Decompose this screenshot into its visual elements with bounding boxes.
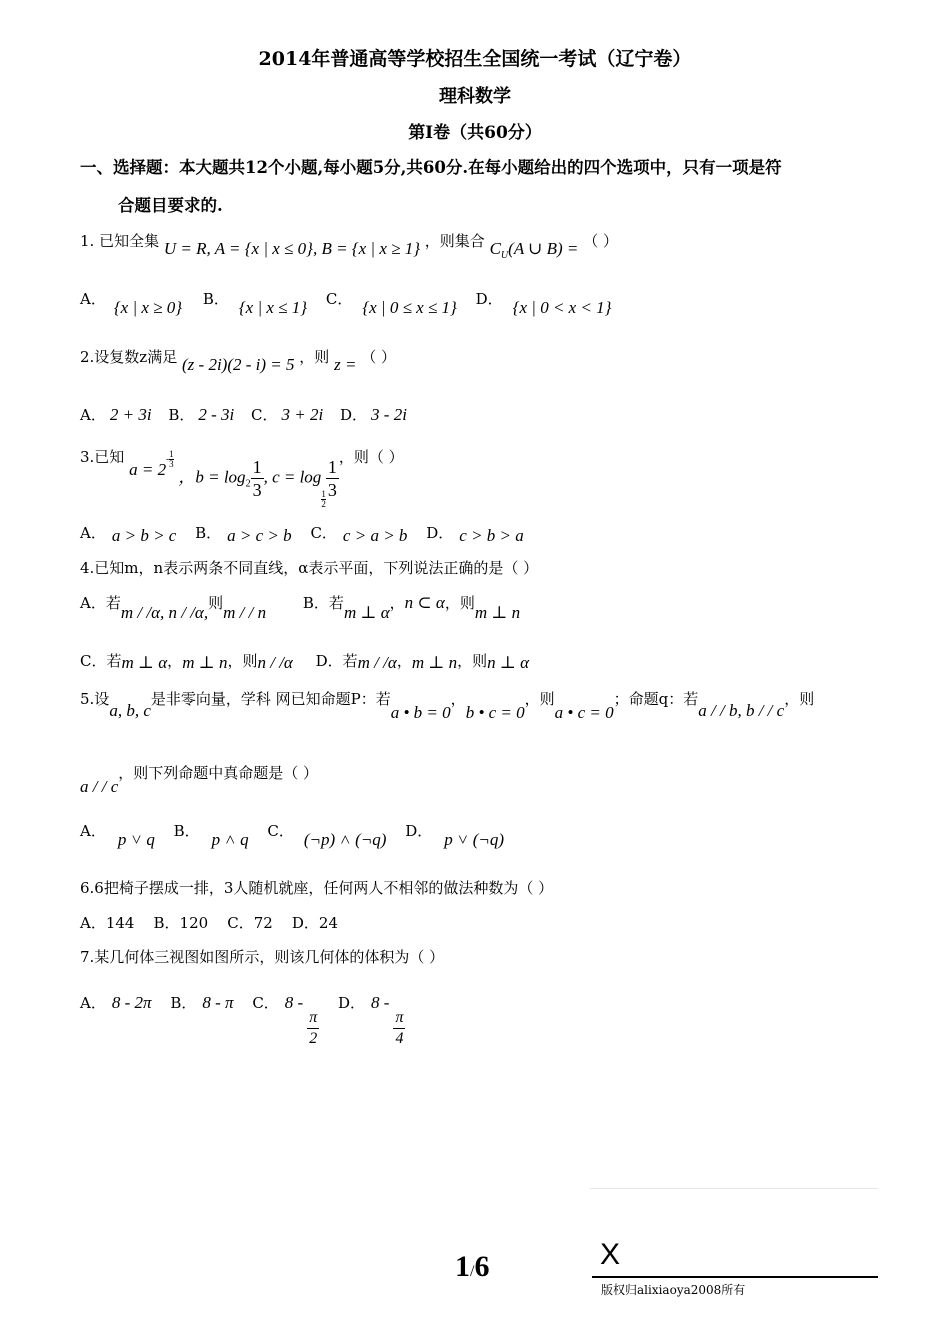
q2-option-d[interactable]: D． 3 - 2i	[340, 405, 407, 424]
q7-option-b[interactable]: B． 8 - π	[170, 993, 234, 1012]
q3-option-a[interactable]: A． a > b > c	[80, 524, 177, 545]
q4-option-b[interactable]: B．若m ⊥ α，n ⊂ α，则m ⊥ n	[302, 593, 521, 622]
question-4-options-cd	[80, 650, 529, 671]
q1-option-a[interactable]: A． {x | x ≥ 0}	[80, 290, 183, 317]
question-4-stem: 4.已知m，n表示两条不同直线，α表示平面，下列说法正确的是（ ）	[80, 559, 539, 577]
q2-option-a[interactable]: A． 2 + 3i	[80, 405, 152, 424]
footer-divider-light	[590, 1188, 878, 1189]
q1-option-c[interactable]: C． {x | 0 ≤ x ≤ 1}	[325, 290, 457, 317]
question-5-stem-cont: a / / c，则下列命题中真命题是（ ）	[80, 764, 319, 796]
question-4-options-ab	[80, 592, 521, 622]
q7-option-d[interactable]: D． 8 - $\frac{\pi}{4}$	[338, 993, 404, 1047]
question-1-stem: 1. 已知全集 U = R, A = {x | x ≤ 0}, B = {x | x ≥ 1} ，则集合 $C_U(A$ ∪ B) = （ ）	[80, 232, 618, 261]
page-number: 1/6	[455, 1250, 490, 1283]
q7-option-a[interactable]: A． 8 - 2π	[80, 993, 152, 1012]
q1-option-d[interactable]: D． {x | 0 < x < 1}	[475, 290, 612, 317]
question-6-options[interactable]: A．144 B．120 C．72 D．24	[80, 914, 339, 932]
question-2-options	[80, 404, 407, 425]
q2-equation: (z - 2i)(2 - i) = 5	[182, 355, 295, 374]
question-7-options	[80, 980, 405, 1047]
q1-set-definition: U = R, A = {x | x ≤ 0}, B = {x | x ≥ 1}	[163, 239, 420, 258]
q3-a-definition: a = 2- $\frac{1}{3}$	[129, 449, 174, 479]
question-3-options	[80, 522, 524, 543]
question-6-stem: 6.6把椅子摆成一排，3人随机就座，任何两人不相邻的做法种数为（ ）	[80, 879, 554, 897]
q2-option-c[interactable]: C． 3 + 2i	[251, 405, 324, 424]
q4-option-d[interactable]: D．若m / /α，m ⊥ n，则n ⊥ α	[315, 652, 530, 672]
question-1-options	[80, 288, 612, 317]
q5-option-b[interactable]: B． p ˄ q	[173, 822, 249, 849]
q5-option-d[interactable]: D． p ˅ (¬q)	[405, 822, 505, 849]
exam-part: 第Ⅰ卷（共60分）	[408, 123, 542, 143]
q1-option-b[interactable]: B． {x | x ≤ 1}	[202, 290, 308, 317]
question-2-stem: 2.设复数z满足 (z - 2i)(2 - i) = 5 ，则 z = （ ）	[80, 348, 396, 374]
q3-option-b[interactable]: B． a > c > b	[195, 524, 292, 545]
q3-b-definition: ，$b = \log_2$ $\frac{1}{3}$	[178, 457, 262, 500]
question-3-stem: 3.已知 a = 2- $\frac{1}{3}$ ，$b = \log_2$ $\frac{1}{3}$ , c = log $\frac{1}{2}$ $\frac{1}{3}$ ，则（ ）	[80, 448, 404, 509]
section-heading-line2: 合题目要求的.	[118, 196, 223, 215]
q5-option-c[interactable]: C． (¬p) ˄ (¬q)	[267, 822, 387, 849]
copyright-notice: 版权归alixiaoya2008所有	[601, 1283, 746, 1297]
q4-option-c[interactable]: C．若m ⊥ α，m ⊥ n，则n / /α	[80, 652, 293, 672]
q5-option-a[interactable]: A． p ˅ q	[80, 822, 155, 849]
question-7-stem: 7.某几何体三视图如图所示，则该几何体的体积为（ ）	[80, 948, 445, 966]
q4-option-a[interactable]: A．若m / /α, n / /α,则m / / n	[80, 594, 267, 622]
q7-option-c[interactable]: C． 8 - $\frac{\pi}{2}$	[252, 993, 318, 1047]
footer-divider	[592, 1276, 878, 1278]
section-heading-line1: 一、选择题：本大题共12个小题,每小题5分,共60分.在每小题给出的四个选项中，只有一项是符	[80, 158, 782, 177]
q3-option-d[interactable]: D． c > b > a	[426, 524, 524, 545]
question-5-stem: 5.设a, b, c是非零向量，学科 网已知命题P：若a • b = 0，b • c = 0，则a • c = 0；命题q：若a / / b, b / / c，则	[80, 690, 815, 722]
q2-option-b[interactable]: B． 2 - 3i	[168, 405, 235, 424]
exam-subject: 理科数学	[439, 86, 511, 107]
exam-title: 2014年普通高等学校招生全国统一考试（辽宁卷）	[258, 48, 692, 70]
q3-c-definition: , c = log $\frac{1}{2}$ $\frac{1}{3}$	[263, 457, 337, 509]
q3-option-c[interactable]: C． c > a > b	[310, 524, 408, 545]
question-5-options	[80, 820, 505, 849]
q1-target: $C_U(A$ ∪ B) =	[489, 239, 579, 261]
footer-x-mark: X	[600, 1238, 621, 1271]
